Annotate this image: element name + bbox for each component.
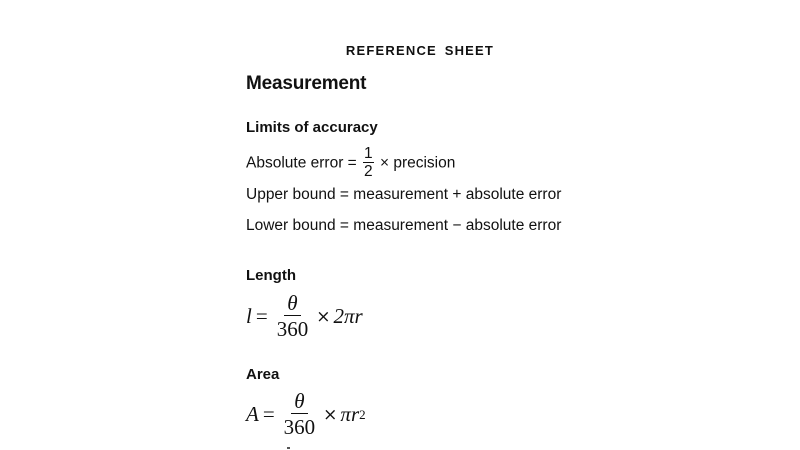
absolute-error-rhs: × precision	[379, 154, 456, 172]
times-sign: ×	[316, 306, 331, 327]
fraction-denominator: 360	[276, 317, 309, 341]
formula-upper-bound: Upper bound = measurement + absolute error	[246, 186, 562, 203]
sheet-title: REFERENCE SHEET	[345, 43, 495, 58]
fraction-one-half	[363, 145, 374, 180]
arc-length-variable: l	[246, 304, 252, 328]
section-title-measurement: Measurement	[246, 73, 367, 94]
times-sign: ×	[323, 404, 338, 425]
fraction-theta-over-360	[274, 291, 312, 342]
heading-limits-of-accuracy: Limits of accuracy	[246, 119, 378, 136]
fraction-numerator: θ	[291, 389, 307, 414]
heading-length: Length	[246, 267, 296, 284]
area-rhs-base: πr	[340, 402, 360, 426]
fraction-theta-over-360	[281, 389, 319, 440]
fraction-denominator: 360	[283, 415, 316, 439]
area-rhs-exponent: 2	[359, 406, 366, 422]
fraction-numerator: θ	[284, 291, 300, 316]
absolute-error-lhs: Absolute error =	[246, 154, 357, 172]
fraction-denominator: 2	[364, 163, 373, 180]
equals-sign: =	[255, 304, 268, 328]
formula-lower-bound: Lower bound = measurement − absolute error	[246, 217, 562, 234]
heading-area: Area	[246, 366, 280, 383]
formula-sector-area	[246, 389, 366, 440]
arc-length-rhs: 2πr	[333, 304, 363, 328]
formula-arc-length	[246, 291, 363, 342]
formula-absolute-error	[246, 146, 455, 181]
fraction-numerator: 1	[364, 145, 373, 162]
area-variable: A	[246, 402, 259, 426]
cutoff-text-fragment	[287, 447, 290, 449]
equals-sign: =	[262, 402, 275, 426]
